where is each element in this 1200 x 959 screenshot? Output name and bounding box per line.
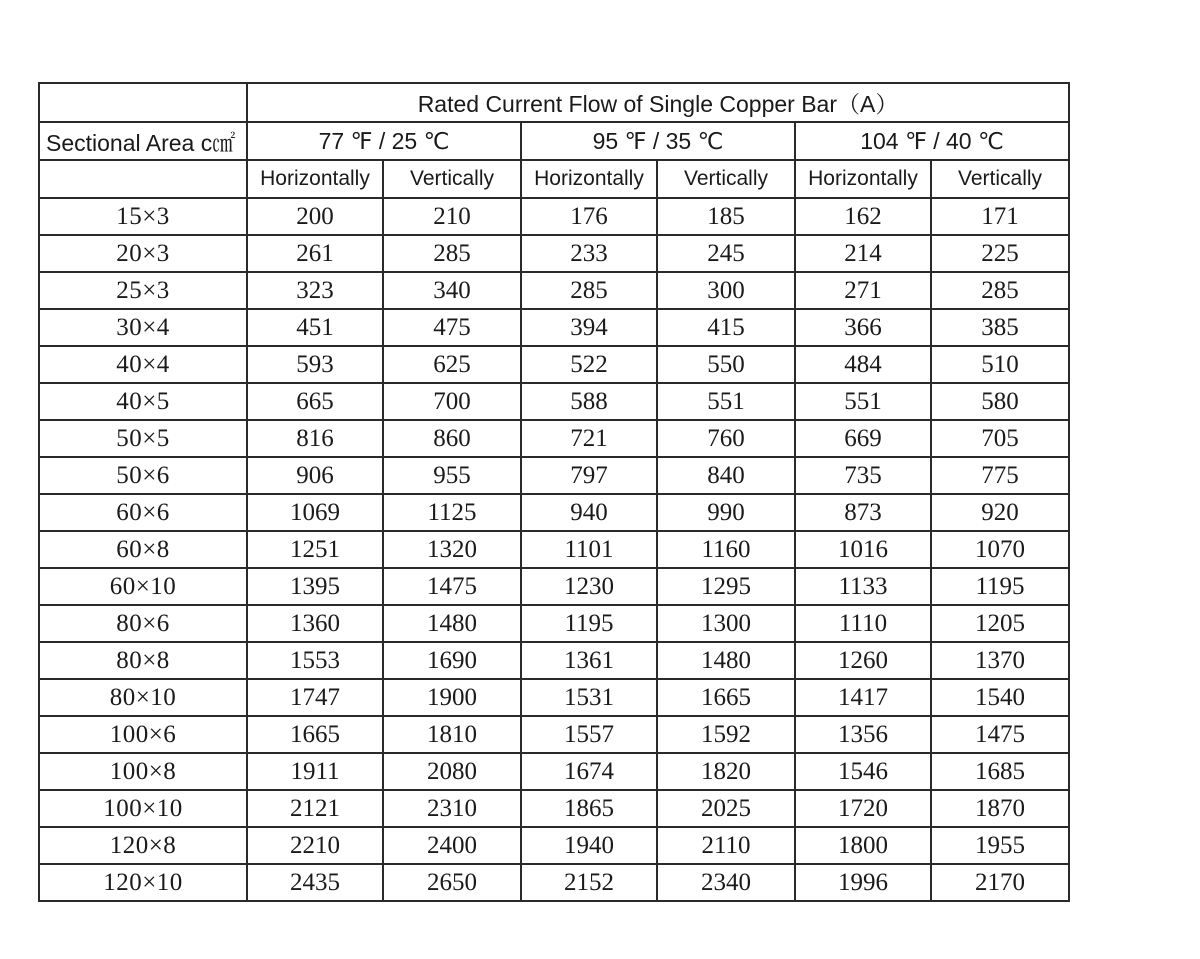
sectional-area-label: Sectional Area c㎠ xyxy=(39,122,247,160)
current-value-cell: 1996 xyxy=(795,864,931,901)
blank-header-cell xyxy=(39,160,247,198)
current-value-cell: 1475 xyxy=(383,568,521,605)
current-value-cell: 721 xyxy=(521,420,657,457)
table-row xyxy=(39,346,1069,383)
current-value-cell: 625 xyxy=(383,346,521,383)
current-value-cell: 816 xyxy=(247,420,383,457)
current-value-cell: 210 xyxy=(383,198,521,235)
sectional-area-cell: 60×8 xyxy=(39,531,247,568)
current-value-cell: 415 xyxy=(657,309,795,346)
current-value-cell: 1251 xyxy=(247,531,383,568)
sectional-area-cell: 50×6 xyxy=(39,457,247,494)
current-value-cell: 1070 xyxy=(931,531,1069,568)
current-value-cell: 873 xyxy=(795,494,931,531)
orientation-header: Vertically xyxy=(931,160,1069,198)
current-value-cell: 1133 xyxy=(795,568,931,605)
sectional-area-cell: 80×6 xyxy=(39,605,247,642)
current-value-cell: 990 xyxy=(657,494,795,531)
current-value-cell: 2435 xyxy=(247,864,383,901)
current-value-cell: 955 xyxy=(383,457,521,494)
current-value-cell: 2340 xyxy=(657,864,795,901)
table-row xyxy=(39,309,1069,346)
current-value-cell: 2080 xyxy=(383,753,521,790)
current-value-cell: 1747 xyxy=(247,679,383,716)
table-row xyxy=(39,827,1069,864)
current-value-cell: 475 xyxy=(383,309,521,346)
current-value-cell: 484 xyxy=(795,346,931,383)
copper-bar-current-table xyxy=(38,82,1070,902)
current-value-cell: 860 xyxy=(383,420,521,457)
current-value-cell: 1069 xyxy=(247,494,383,531)
temperature-header-25c: 77 ℉ / 25 ℃ xyxy=(247,122,521,160)
table-row xyxy=(39,457,1069,494)
table-row xyxy=(39,864,1069,901)
current-value-cell: 1685 xyxy=(931,753,1069,790)
table-row xyxy=(39,420,1069,457)
current-value-cell: 285 xyxy=(383,235,521,272)
current-value-cell: 1370 xyxy=(931,642,1069,679)
sectional-area-cell: 25×3 xyxy=(39,272,247,309)
current-value-cell: 1016 xyxy=(795,531,931,568)
current-value-cell: 1557 xyxy=(521,716,657,753)
current-value-cell: 200 xyxy=(247,198,383,235)
current-value-cell: 1230 xyxy=(521,568,657,605)
sectional-area-cell: 100×6 xyxy=(39,716,247,753)
current-value-cell: 1810 xyxy=(383,716,521,753)
current-value-cell: 245 xyxy=(657,235,795,272)
sectional-area-cell: 15×3 xyxy=(39,198,247,235)
sectional-area-cell: 30×4 xyxy=(39,309,247,346)
current-value-cell: 906 xyxy=(247,457,383,494)
current-value-cell: 1690 xyxy=(383,642,521,679)
current-value-cell: 940 xyxy=(521,494,657,531)
current-value-cell: 705 xyxy=(931,420,1069,457)
sectional-area-cell: 100×8 xyxy=(39,753,247,790)
current-value-cell: 1110 xyxy=(795,605,931,642)
current-value-cell: 271 xyxy=(795,272,931,309)
sectional-area-cell: 120×8 xyxy=(39,827,247,864)
current-value-cell: 550 xyxy=(657,346,795,383)
current-value-cell: 669 xyxy=(795,420,931,457)
current-value-cell: 1356 xyxy=(795,716,931,753)
table-row xyxy=(39,235,1069,272)
current-value-cell: 1300 xyxy=(657,605,795,642)
orientation-header: Vertically xyxy=(657,160,795,198)
current-value-cell: 1101 xyxy=(521,531,657,568)
current-value-cell: 1361 xyxy=(521,642,657,679)
current-value-cell: 1820 xyxy=(657,753,795,790)
current-value-cell: 665 xyxy=(247,383,383,420)
current-value-cell: 285 xyxy=(521,272,657,309)
current-value-cell: 1546 xyxy=(795,753,931,790)
current-value-cell: 340 xyxy=(383,272,521,309)
current-value-cell: 1475 xyxy=(931,716,1069,753)
current-value-cell: 1205 xyxy=(931,605,1069,642)
title-row xyxy=(39,83,1069,122)
current-value-cell: 1900 xyxy=(383,679,521,716)
current-value-cell: 1480 xyxy=(657,642,795,679)
current-value-cell: 285 xyxy=(931,272,1069,309)
current-value-cell: 1531 xyxy=(521,679,657,716)
sectional-area-cell: 40×5 xyxy=(39,383,247,420)
current-value-cell: 2110 xyxy=(657,827,795,864)
current-value-cell: 551 xyxy=(657,383,795,420)
table-row xyxy=(39,679,1069,716)
current-value-cell: 735 xyxy=(795,457,931,494)
current-value-cell: 394 xyxy=(521,309,657,346)
table-row xyxy=(39,605,1069,642)
current-value-cell: 588 xyxy=(521,383,657,420)
current-value-cell: 162 xyxy=(795,198,931,235)
current-value-cell: 2152 xyxy=(521,864,657,901)
sectional-area-cell: 40×4 xyxy=(39,346,247,383)
current-value-cell: 225 xyxy=(931,235,1069,272)
current-value-cell: 1911 xyxy=(247,753,383,790)
current-value-cell: 1480 xyxy=(383,605,521,642)
sectional-area-cell: 60×10 xyxy=(39,568,247,605)
current-value-cell: 323 xyxy=(247,272,383,309)
current-value-cell: 1674 xyxy=(521,753,657,790)
current-value-cell: 176 xyxy=(521,198,657,235)
temperature-header-35c: 95 ℉ / 35 ℃ xyxy=(521,122,795,160)
sectional-area-cell: 80×8 xyxy=(39,642,247,679)
sectional-area-cell: 50×5 xyxy=(39,420,247,457)
corner-cell xyxy=(39,83,247,122)
current-value-cell: 1665 xyxy=(657,679,795,716)
current-value-cell: 920 xyxy=(931,494,1069,531)
table-title: Rated Current Flow of Single Copper Bar（A） xyxy=(247,83,1069,122)
current-value-cell: 185 xyxy=(657,198,795,235)
current-value-cell: 1417 xyxy=(795,679,931,716)
current-value-cell: 580 xyxy=(931,383,1069,420)
current-value-cell: 1125 xyxy=(383,494,521,531)
current-value-cell: 1800 xyxy=(795,827,931,864)
current-value-cell: 1195 xyxy=(931,568,1069,605)
table-row xyxy=(39,642,1069,679)
current-value-cell: 700 xyxy=(383,383,521,420)
current-value-cell: 510 xyxy=(931,346,1069,383)
table-header xyxy=(39,83,1069,198)
temperature-row xyxy=(39,122,1069,160)
table-row xyxy=(39,790,1069,827)
current-value-cell: 1195 xyxy=(521,605,657,642)
current-value-cell: 1395 xyxy=(247,568,383,605)
current-value-cell: 366 xyxy=(795,309,931,346)
current-value-cell: 300 xyxy=(657,272,795,309)
current-value-cell: 1955 xyxy=(931,827,1069,864)
current-value-cell: 1865 xyxy=(521,790,657,827)
current-value-cell: 385 xyxy=(931,309,1069,346)
current-value-cell: 1260 xyxy=(795,642,931,679)
current-value-cell: 2121 xyxy=(247,790,383,827)
current-value-cell: 2170 xyxy=(931,864,1069,901)
sectional-area-cell: 20×3 xyxy=(39,235,247,272)
orientation-header: Horizontally xyxy=(521,160,657,198)
sectional-area-cell: 100×10 xyxy=(39,790,247,827)
current-value-cell: 2310 xyxy=(383,790,521,827)
current-value-cell: 760 xyxy=(657,420,795,457)
orientation-row xyxy=(39,160,1069,198)
orientation-header: Horizontally xyxy=(247,160,383,198)
current-value-cell: 593 xyxy=(247,346,383,383)
table-row xyxy=(39,753,1069,790)
table-row xyxy=(39,272,1069,309)
current-value-cell: 1665 xyxy=(247,716,383,753)
current-value-cell: 840 xyxy=(657,457,795,494)
current-value-cell: 797 xyxy=(521,457,657,494)
current-value-cell: 1360 xyxy=(247,605,383,642)
current-value-cell: 1870 xyxy=(931,790,1069,827)
table-row xyxy=(39,531,1069,568)
table-row xyxy=(39,198,1069,235)
current-value-cell: 214 xyxy=(795,235,931,272)
current-value-cell: 2650 xyxy=(383,864,521,901)
current-value-cell: 522 xyxy=(521,346,657,383)
current-value-cell: 1720 xyxy=(795,790,931,827)
current-value-cell: 233 xyxy=(521,235,657,272)
sectional-area-cell: 120×10 xyxy=(39,864,247,901)
current-value-cell: 775 xyxy=(931,457,1069,494)
table-body xyxy=(39,198,1069,901)
current-value-cell: 1320 xyxy=(383,531,521,568)
table-row xyxy=(39,383,1069,420)
current-value-cell: 1160 xyxy=(657,531,795,568)
current-value-cell: 1295 xyxy=(657,568,795,605)
current-value-cell: 2210 xyxy=(247,827,383,864)
sectional-area-cell: 80×10 xyxy=(39,679,247,716)
table-row xyxy=(39,568,1069,605)
current-value-cell: 451 xyxy=(247,309,383,346)
current-value-cell: 1540 xyxy=(931,679,1069,716)
copper-bar-current-table-container xyxy=(38,82,1068,902)
current-value-cell: 1592 xyxy=(657,716,795,753)
orientation-header: Horizontally xyxy=(795,160,931,198)
current-value-cell: 551 xyxy=(795,383,931,420)
current-value-cell: 1553 xyxy=(247,642,383,679)
table-row xyxy=(39,494,1069,531)
orientation-header: Vertically xyxy=(383,160,521,198)
temperature-header-40c: 104 ℉ / 40 ℃ xyxy=(795,122,1069,160)
current-value-cell: 2400 xyxy=(383,827,521,864)
current-value-cell: 2025 xyxy=(657,790,795,827)
sectional-area-cell: 60×6 xyxy=(39,494,247,531)
table-row xyxy=(39,716,1069,753)
current-value-cell: 261 xyxy=(247,235,383,272)
current-value-cell: 1940 xyxy=(521,827,657,864)
current-value-cell: 171 xyxy=(931,198,1069,235)
